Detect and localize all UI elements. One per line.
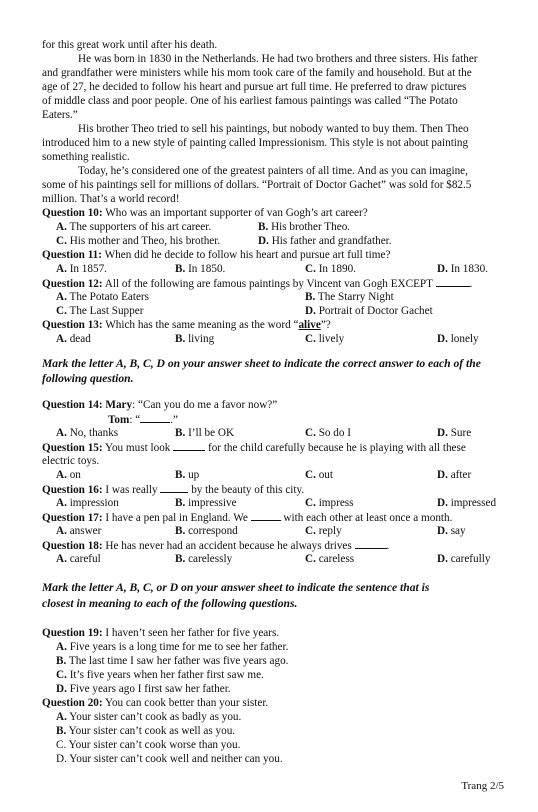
option-letter: C. [56,669,67,681]
option-text: In 1850. [185,263,226,275]
option-letter: A. [56,221,67,233]
question-text: You must look [102,442,171,454]
question-label: Question 20: [42,697,103,709]
passage-line: million. That’s a world record! [42,193,180,205]
option-letter: A. [56,497,67,509]
option-b[interactable] [56,654,288,668]
question-label: Question 19: [42,627,103,639]
option-text: I’ll be OK [185,427,235,439]
question-text-end: for the child carefully because he is playing with all these [205,442,466,454]
option-a[interactable] [56,524,101,538]
passage-line: of middle class and poor people. One of his earliest famous paintings was called “The Potato [42,95,458,107]
option-letter: D. [437,497,448,509]
option-d[interactable] [437,468,471,482]
option-c[interactable] [305,468,333,482]
option-b[interactable] [305,290,394,304]
option-c[interactable] [56,304,143,318]
option-a[interactable] [56,640,288,654]
option-text: up [185,469,200,481]
option-letter: D. [305,305,316,317]
option-text: after [447,469,472,481]
option-text: The Last Supper [66,305,144,317]
option-d[interactable] [437,262,488,276]
option-d[interactable] [56,682,231,696]
option-b[interactable] [175,524,238,538]
option-c[interactable] [56,234,220,248]
option-text: answer [66,525,102,537]
option-text: on [66,469,81,481]
option-a[interactable] [56,496,119,510]
reply-close: .” [170,414,178,426]
option-text: Five years is a long time for me to see her father. [66,641,289,653]
question-10 [42,206,520,220]
question-text: I was really [102,484,158,496]
option-letter: C. [305,497,316,509]
option-c[interactable] [305,552,354,566]
passage-line: His brother Theo tried to sell his paintings, but nobody wanted to buy them. Then Theo [78,123,469,135]
option-letter: B. [305,291,316,303]
question-label: Question 10: [42,207,103,219]
option-letter: A. [56,291,67,303]
option-text: Your sister can’t cook as badly as you. [66,711,242,723]
option-c[interactable] [56,738,240,752]
section-instruction: closest in meaning to each of the following questions. [42,597,298,610]
question-text: I haven’t seen her father for five years. [102,627,280,639]
question-18 [42,538,520,553]
option-letter: D. [56,753,67,765]
section-instruction: Mark the letter A, B, C, D on your answer sheet to indicate the correct answer to each of the [42,357,481,370]
passage-line: some of his paintings sell for millions of dollars. “Portrait of Doctor Gachet” was sold for $82.5 [42,179,472,191]
question-text: I have a pen pal in England. We [102,512,248,524]
option-letter: B. [175,333,186,345]
question-text: All of the following are famous paintings by Vincent van Gogh EXCEPT [102,278,433,290]
option-b[interactable] [175,468,199,482]
question-16 [42,482,520,497]
option-b[interactable] [175,426,234,440]
option-letter: D. [437,525,448,537]
option-b[interactable] [175,496,237,510]
option-letter: C. [56,739,67,751]
option-letter: C. [305,427,316,439]
option-letter: D. [437,333,448,345]
question-label: Question 14: [42,399,103,411]
question-continuation: electric toys. [42,455,100,467]
option-b[interactable] [56,724,235,738]
option-c[interactable] [305,262,356,276]
option-letter: B. [258,221,269,233]
section-instruction: Mark the letter A, B, C, or D on your answer sheet to indicate the sentence that is [42,581,430,594]
passage-line: age of 27, he decided to follow his heart and pursue art full time. He preferred to draw pictures [42,81,467,93]
option-c[interactable] [305,496,354,510]
option-text: lonely [447,333,479,345]
question-label: Question 13: [42,319,103,331]
reply-open: : “ [129,414,141,426]
question-text: : “Can you do me a favor now?” [132,399,278,411]
option-d[interactable] [437,332,479,346]
option-d[interactable] [305,304,433,318]
option-letter: B. [175,427,186,439]
option-letter: B. [175,497,186,509]
option-letter: D. [437,427,448,439]
option-text: Your sister can’t cook worse than you. [66,739,241,751]
dialogue-reply [108,412,520,427]
option-letter: B. [175,469,186,481]
option-a[interactable] [56,468,81,482]
question-label: Question 18: [42,540,103,552]
option-text: dead [66,333,91,345]
option-a[interactable] [56,332,91,346]
option-text: It’s five years when her father first saw me. [66,669,264,681]
option-letter: C. [305,525,316,537]
option-text: careful [66,553,101,565]
option-letter: D. [437,553,448,565]
target-word: alive [298,319,321,331]
question-14 [42,398,520,412]
option-letter: C. [305,333,316,345]
option-letter: B. [175,525,186,537]
option-letter: C. [305,469,316,481]
option-c[interactable] [305,332,344,346]
option-text: His father and grandfather. [268,235,392,247]
question-text: Which has the same meaning as the word “ [102,319,299,331]
option-letter: D. [437,469,448,481]
question-text: He has never had an accident because he always drives [102,540,352,552]
option-a[interactable] [56,710,241,724]
option-text: His mother and Theo, his brother. [66,235,221,247]
option-text: Five years ago I first saw her father. [66,683,231,695]
option-d[interactable] [258,234,392,248]
passage-line: Today, he’s considered one of the greatest painters of all time. And as you can imagine, [78,165,468,177]
option-letter: C. [305,553,316,565]
option-b[interactable] [175,332,214,346]
option-text: The last time I saw her father was five years ago. [66,655,289,667]
question-text-end: ”? [320,319,331,331]
option-text: impressed [447,497,497,509]
option-letter: C. [305,263,316,275]
option-c[interactable] [305,524,342,538]
page-number: Trang 2/5 [461,780,504,792]
passage-line: for this great work until after his death. [42,39,218,51]
passage-line: He was born in 1830 in the Netherlands. He had two brothers and three sisters. His father [78,53,478,65]
question-text-end: with each other at least once a month. [280,512,453,524]
option-text: impressive [185,497,237,509]
question-20 [42,696,520,710]
option-c[interactable] [56,668,264,682]
option-letter: A. [56,469,67,481]
question-label: Question 12: [42,278,103,290]
question-19 [42,626,520,640]
question-label: Question 11: [42,249,102,261]
question-13 [42,318,520,332]
option-text: In 1890. [315,263,356,275]
option-text: lively [315,333,345,345]
option-letter: A. [56,641,67,653]
option-text: The supporters of his art career. [66,221,212,233]
option-text: correspond [185,525,238,537]
question-15 [42,440,520,455]
question-text: Who was an important supporter of van Gogh’s art career? [102,207,368,219]
section-instruction: following question. [42,372,134,385]
option-d[interactable] [437,426,471,440]
answer-blank [160,482,188,493]
option-text: Portrait of Doctor Gachet [315,305,433,317]
option-letter: A. [56,333,67,345]
option-letter: A. [56,427,67,439]
option-text: In 1830. [447,263,488,275]
option-letter: C. [56,235,67,247]
answer-blank [140,412,170,423]
option-a[interactable] [56,220,211,234]
answer-blank [251,510,281,521]
option-letter: A. [56,525,67,537]
option-letter: D. [56,683,67,695]
option-text: So do I [315,427,352,439]
answer-blank [355,538,387,549]
option-d[interactable] [56,752,283,766]
option-b[interactable] [175,262,225,276]
option-text: No, thanks [66,427,119,439]
option-text: out [315,469,333,481]
option-text: His brother Theo. [268,221,351,233]
question-12: Question 12: All of the following are famous paintings by Vincent van Gogh EXCEPT . [42,278,473,290]
option-text: impress [315,497,354,509]
answer-blank [173,440,205,451]
option-text: In 1857. [66,263,107,275]
option-a[interactable] [56,262,107,276]
option-letter: A. [56,263,67,275]
option-d[interactable] [437,496,496,510]
option-a[interactable] [56,552,101,566]
option-letter: B. [175,553,186,565]
passage-line: Eaters.” [42,109,78,121]
option-d[interactable] [437,524,466,538]
option-letter: A. [56,711,67,723]
option-a[interactable] [56,426,118,440]
option-d[interactable] [437,552,490,566]
option-text: carelessly [185,553,233,565]
passage-line: something realistic. [42,151,130,163]
option-text: carefully [447,553,491,565]
passage-line: and grandfather were ministers while his mom took care of the family and household. But at the [42,67,472,79]
question-label: Question 15: [42,442,103,454]
option-text: say [447,525,466,537]
question-17 [42,510,520,525]
question-text: When did he decide to follow his heart and pursue art full time? [102,249,391,261]
option-c[interactable] [305,426,351,440]
option-text: reply [315,525,342,537]
option-letter: D. [258,235,269,247]
option-text: careless [315,553,355,565]
option-letter: A. [56,553,67,565]
option-a[interactable] [56,290,149,304]
passage-line: introduced him to a new style of painting called Impressionism. This style is not about painting [42,137,469,149]
option-letter: D. [437,263,448,275]
option-letter: B. [56,655,67,667]
question-label: Question 16: [42,484,103,496]
option-letter: B. [56,725,67,737]
option-text: Your sister can’t cook well and neither can you. [66,753,283,765]
option-letter: B. [175,263,186,275]
option-letter: C. [56,305,67,317]
option-text: Your sister can’t cook as well as you. [66,725,236,737]
speaker-name: Tom [108,414,130,426]
option-b[interactable] [258,220,350,234]
question-label: Question 17: [42,512,103,524]
answer-blank [436,276,470,287]
question-text: You can cook better than your sister. [102,697,269,709]
option-text: The Starry Night [315,291,394,303]
speaker-name: Mary [102,399,133,411]
option-text: living [185,333,215,345]
question-text-end: . [386,540,390,552]
question-11 [42,248,520,262]
option-text: impression [66,497,119,509]
question-text-end: by the beauty of this city. [188,484,305,496]
option-b[interactable] [175,552,232,566]
option-text: Sure [447,427,472,439]
option-text: The Potato Eaters [66,291,150,303]
